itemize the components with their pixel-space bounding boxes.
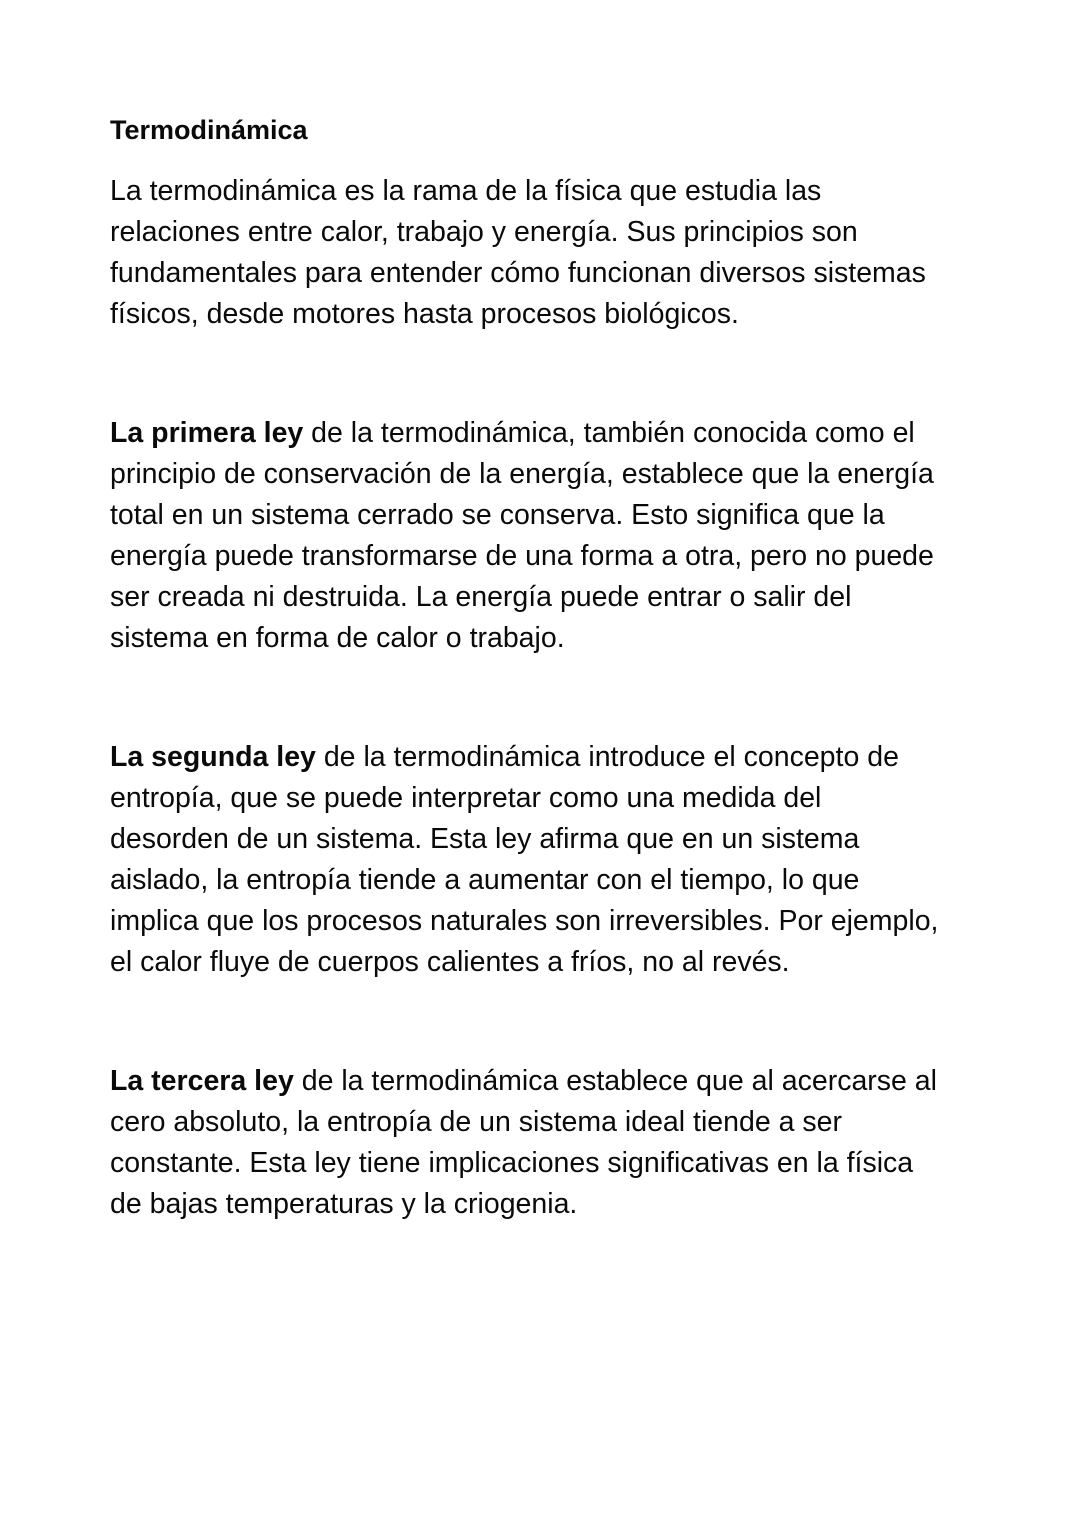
second-law-paragraph [110, 737, 940, 983]
first-law-paragraph [110, 413, 940, 659]
third-law-term: La tercera ley [110, 1065, 294, 1097]
intro-paragraph: La termodinámica es la rama de la física que estudia las relaciones entre calor, trabajo y energía. Sus principios son fundamentales para entender cómo funcionan diversos sistemas físicos, desde motores hasta procesos biológicos. [110, 175, 926, 330]
third-law-text: de la termodinámica establece que al acercarse al cero absoluto, la entropía de un sistema ideal tiende a ser constante. Esta ley tiene implicaciones significativas en la física de bajas temperaturas y la criogenia. [110, 1065, 937, 1220]
document-title: Termodinámica [110, 115, 308, 145]
document-page [110, 110, 940, 1225]
first-law-term: La primera ley [110, 417, 304, 449]
second-law-text: de la termodinámica introduce el concepto de entropía, que se puede interpretar como una medida del desorden de un sistema. Esta ley afirma que en un sistema aislado, la entropía tiende a aumentar con el tiempo, lo que implica que los procesos naturales son irreversibles. Por ejemplo, el calor fluye de cuerpos calientes a fríos, no al revés. [110, 741, 939, 978]
first-law-text: de la termodinámica, también conocida como el principio de conservación de la energía, establece que la energía total en un sistema cerrado se conserva. Esto significa que la energía puede transformarse de una forma a otra, pero no puede ser creada ni destruida. La energía puede entrar o salir del sistema en forma de calor o trabajo. [110, 417, 934, 654]
second-law-term: La segunda ley [110, 741, 316, 773]
third-law-paragraph [110, 1061, 940, 1225]
